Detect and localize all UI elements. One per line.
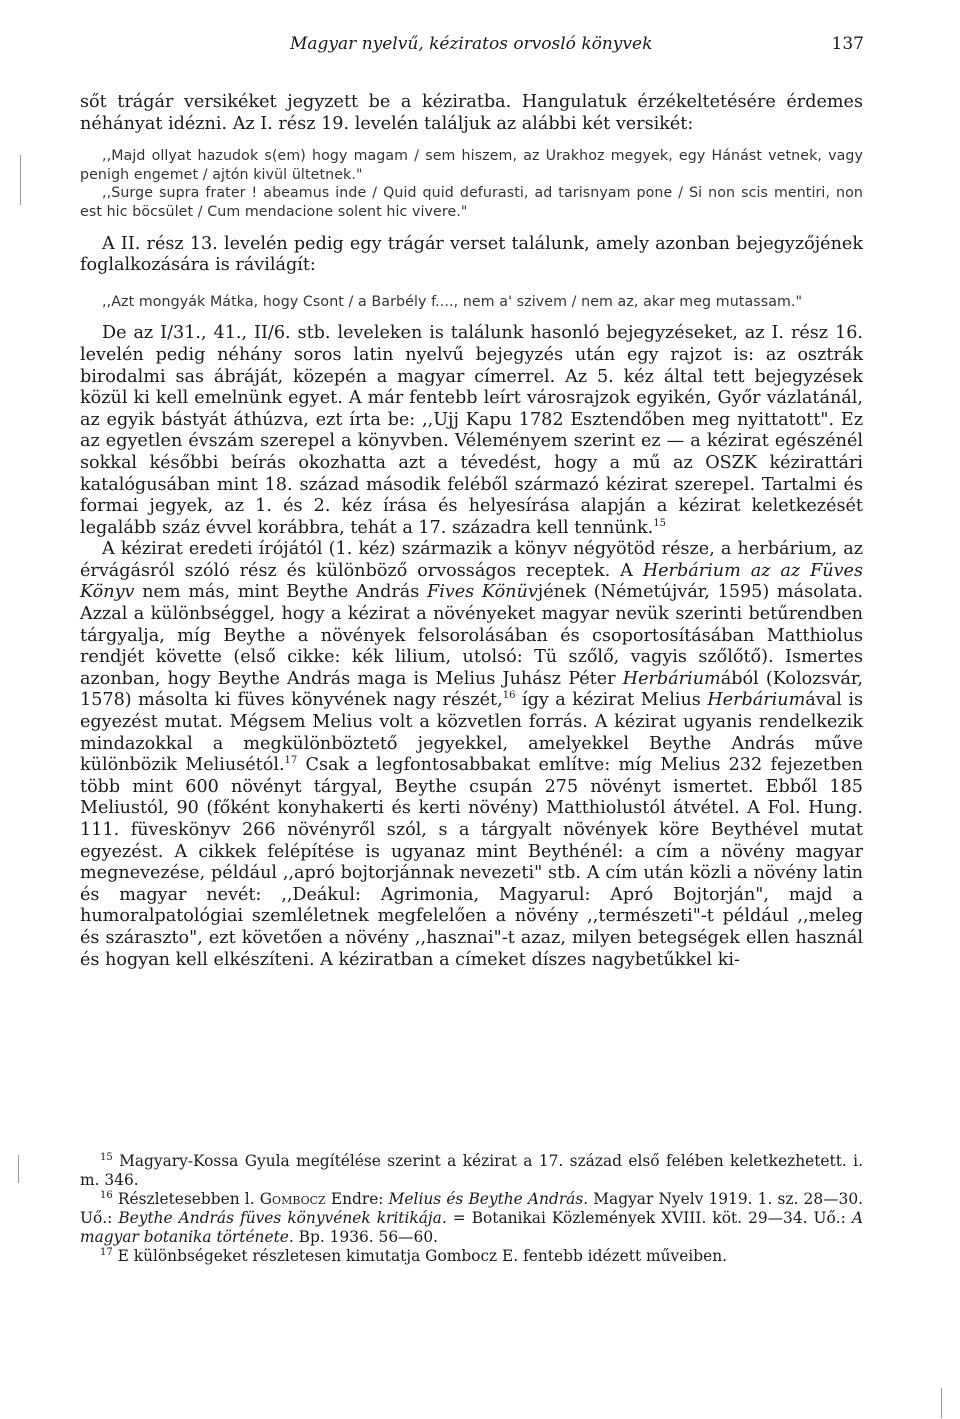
footnote-text: Magyar Nyelv 1919. 1. sz. 28—30. Uő.: [80, 1190, 864, 1227]
margin-scan-mark [18, 1155, 19, 1183]
margin-scan-mark [941, 1388, 942, 1418]
footnote-text: E különbségeket részletesen kimutatja Gombocz E. fentebb idézett műveiben. [112, 1247, 728, 1265]
footnote-text: = Botanikai Közlemények XVIII. köt. 29—34. Uő.: [446, 1209, 852, 1227]
italic-title-herbarium: Herbárium az az Füves Könyv [80, 560, 863, 603]
margin-scan-mark [20, 155, 21, 205]
footnote-ref-16[interactable]: 16 [502, 690, 516, 702]
paragraph-herbarium [80, 539, 863, 971]
footnote-number: 16 [100, 1189, 113, 1201]
footnote-text: Magyary-Kossa Gyula megítélése szerint a kézirat a 17. század első felében keletkezhetett. i. m. 346. [80, 1152, 863, 1189]
paragraph-second-verse: A II. rész 13. levelén pedig egy trágár verset találunk, amely azonban bejegyzőjének foglalkozására is rávilágít: [80, 233, 863, 276]
footnote-15 [80, 1152, 863, 1190]
text-run: Csak a legfontosabbakat említve: míg Melius 232 fejezetben több mint 600 növényt tárgyal, Beythe csupán 275 növényt ismertet. Ebből 185 Meliustól, 90 (főként konyhakerti és kerti növény) Matthiolustól átvétel. A Fol. Hung. 111. füveskönyv 266 növényről szól, s a tárgyalt növények köre Beythével mutat egyezést. A cikkek felépítése is ugyanaz mint Beythénél: a cím a növény magyar megnevezése, például ,,apró bojtorjánnak nevezeti" stb. A cím után közli a növény latin és magyar nevét: ,,Deákul: Agrimonia, Magyarul: Apró Bojtorján", majd a humoralpatológiai szemléletnek megfelelően a növény ,,természeti"-t például ,,meleg és száraszto", ezt követően a növény ,,hasznai"-t azaz, milyen betegségek ellen használ és hogyan kell elkészíteni. A kéziratban a címeket díszes nagybetűkkel ki- [80, 755, 863, 970]
footnote-title: A magyar botanika története. [80, 1209, 863, 1246]
footnote-ref-15[interactable]: 15 [653, 517, 666, 529]
footnote-ref-17[interactable]: 17 [284, 755, 298, 767]
page-header [80, 34, 864, 60]
paragraph-entries [80, 323, 863, 539]
footnote-title: Melius és Beythe András. [388, 1190, 589, 1208]
footnote-number: 17 [100, 1246, 113, 1258]
footnote-17 [80, 1247, 863, 1266]
text-run: így a kézirat Melius [515, 690, 708, 711]
footnote-text: Endre: [325, 1190, 389, 1208]
main-text [80, 92, 863, 971]
paragraph-entries-text: De az I/31., 41., II/6. stb. leveleken is találunk hasonló bejegyzéseket, az I. rész 16. levelén pedig néhány soros latin nyelvű bejegyzés után egy rajzot is: az osztrák birodalmi sas ábráját, közepén a magyar címerrel. Az 5. kéz által tett bejegyzések közül ki kell emelnünk egyet. A már fentebb leírt városrajzok egyikén, Győr vázlatánál, az egyik bástyát áthúzva, ezt írta be: ,,Ujj Kapu 1782 Esztendőben meg nyittatott". Ez az egyetlen évszám szerepel a könyvben. Véleményem szerint ez — a kézirat egészénél sokkal későbbi beírás okozhatta azt a tévedést, hogy a mű az OSZK kézirattári katalógusában mint 18. század második feléből származó kézirat szerepel. Tartalmi és formai jegyek, az 1. és 2. kéz írása és helyesírása alapján a kézirat keletkezését legalább száz évvel korábbra, tehát a 17. századra kell tennünk. [80, 323, 863, 538]
verse-quote-1: ,,Majd ollyat hazudok s(em) hogy magam / sem hiszem, az Urakhoz megyek, egy Hánást vetnek, vagy penigh engemet / ajtón kivül ültetnek." [80, 148, 863, 183]
footnote-16 [80, 1190, 863, 1247]
paragraph-intro: sőt trágár versikéket jegyzett be a kéziratba. Hangulatuk érzékeltetésére érdemes néhányat idézni. Az I. rész 19. levelén találjuk az alábbi két versikét: [80, 92, 863, 134]
text-run: A kézirat eredeti írójától (1. kéz) származik a könyv négyötöd része, a herbárium, az érvágásról szóló rész és különböző orvosságos receptek. A [80, 539, 863, 581]
text-run: ával is egyezést mutat. Mégsem Melius volt a közvetlen forrás. A kézirat ugyanis rendelkezik mindazokkal a megkülönböztető jegyekkel, amelyekkel Beythe András műve különbözik Meliusétól. [80, 690, 864, 776]
text-run: jének (Németújvár, 1595) másolata. Azzal a különbséggel, hogy a kézirat a növényeket magyar nevük szerinti betűrendben tárgyalja, míg Beythe a növények felsorolásában és csoportosításában Matthiolus rendjét követte (első cikke: kék lilium, utolsó: Tü szőlő, vagyis szőlőtő). Ismertes azonban, hogy Beythe András maga is Melius Juhász Péter [80, 582, 863, 689]
running-title: Magyar nyelvű, kéziratos orvosló könyvek [290, 34, 653, 54]
footnote-text: Bp. 1936. 56—60. [293, 1228, 439, 1246]
footnote-author: Gombocz [259, 1190, 326, 1208]
text-run: ából (Kolozsvár, 1578) másolta ki füves könyvének nagy részét, [80, 668, 863, 711]
footnote-number: 15 [100, 1151, 113, 1163]
footnote-title: Beythe András füves könyvének kritikája. [118, 1209, 447, 1227]
text-run: nem más, mint Beythe András [134, 582, 427, 603]
italic-title-herbarium-melius: Herbárium [622, 668, 721, 689]
verse-quote-2: ,,Surge supra frater ! abeamus inde / Quid quid defurasti, ad tarisnyam pone / Si non scis mentiri, non est hic böcsület / Cum mendacione solent hic vivere." [80, 185, 863, 220]
footnote-text: Részletesebben l. [112, 1190, 260, 1208]
verse-quote-3: ,,Azt mongyák Mátka, hogy Csont / a Barbély f...., nem a' szivem / nem az, akar meg mutassam." [102, 293, 803, 310]
page-number: 137 [831, 34, 864, 54]
italic-title-fives-konuv: Fives Könüv [426, 582, 538, 603]
footnotes [80, 1152, 863, 1266]
italic-title-herbarium-melius-2: Herbárium [707, 690, 806, 711]
